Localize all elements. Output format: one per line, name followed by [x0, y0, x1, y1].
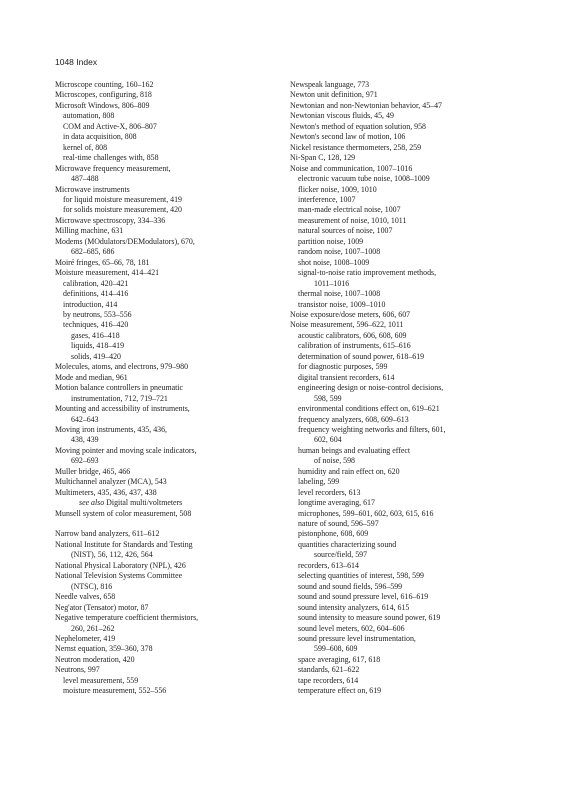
index-subentry: standards, 621–622	[298, 665, 360, 675]
cross-reference-text: Digital multi/voltmeters	[104, 498, 183, 508]
index-subentry: pistonphone, 608, 609	[298, 529, 369, 539]
index-subentry: 602, 604	[314, 435, 342, 445]
index-entry: Multichannel analyzer (MCA), 543	[55, 477, 167, 487]
index-entry: Negative temperature coefficient thermistors,	[55, 613, 199, 623]
index-subentry: 692–693	[71, 456, 99, 466]
index-subentry: calibration, 420–421	[63, 278, 129, 288]
index-subentry: sound and sound fields, 596–599	[298, 581, 403, 591]
index-subentry: frequency weighting networks and filters, 601,	[298, 424, 446, 434]
index-entry: Noise exposure/dose meters, 606, 607	[290, 309, 411, 319]
index-subentry: electronic vacuum tube noise, 1008–1009	[298, 174, 430, 184]
index-subentry: 598, 599	[314, 393, 342, 403]
page-header: 1048 Index	[55, 57, 98, 67]
index-entry: Nernst equation, 359–360, 378	[55, 644, 153, 654]
index-entry: Newton's method of equation solution, 958	[290, 121, 426, 131]
index-entry: Noise measurement, 596–622, 1011	[290, 320, 404, 330]
index-subentry: for diagnostic purposes, 599	[298, 362, 388, 372]
index-entry: Microwave frequency measurement,	[55, 163, 171, 173]
index-subentry: liquids, 418–419	[71, 341, 125, 351]
index-entry: Munsell system of color measurement, 508	[55, 508, 192, 518]
index-subentry: level recorders, 613	[298, 487, 361, 497]
index-subentry: kernel of, 808	[63, 142, 108, 152]
index-subentry: flicker noise, 1009, 1010	[298, 184, 377, 194]
index-column-left	[55, 80, 283, 697]
index-subentry: engineering design or noise-control decisions,	[298, 383, 444, 393]
index-subentry: of noise, 598	[314, 456, 355, 466]
index-subentry: digital transient recorders, 614	[298, 372, 395, 382]
index-subentry: 260, 261–262	[71, 623, 115, 633]
index-entry: Neutrons, 997	[55, 665, 100, 675]
index-subentry: COM and Active-X, 806–807	[63, 121, 157, 131]
index-subentry: man-made electrical noise, 1007	[298, 205, 401, 215]
index-entry: Moisture measurement, 414–421	[55, 268, 160, 278]
index-subentry: by neutrons, 553–556	[63, 309, 132, 319]
index-subentry: natural sources of noise, 1007	[298, 226, 393, 236]
index-subentry: (NTSC), 816	[71, 581, 113, 591]
index-entry: Motion balance controllers in pneumatic	[55, 383, 183, 393]
index-subentry: source/field, 597	[314, 550, 368, 560]
index-entry: National Television Systems Committee	[55, 571, 183, 581]
index-entry: Newspeak language, 773	[290, 80, 370, 89]
index-subentry: sound intensity to measure sound power, 619	[298, 613, 441, 623]
index-subentry: for solids moisture measurement, 420	[63, 205, 182, 215]
index-subentry: environmental conditions effect on, 619–621	[298, 404, 440, 414]
index-subentry: automation, 808	[63, 111, 115, 121]
index-entry: National Physical Laboratory (NPL), 426	[55, 560, 186, 570]
index-subentry: sound pressure level instrumentation,	[298, 634, 416, 644]
index-subentry: measurement of noise, 1010, 1011	[298, 215, 407, 225]
index-subentry: techniques, 416–420	[63, 320, 129, 330]
index-entry: Nickel resistance thermometers, 258, 259	[290, 142, 422, 152]
index-entry: National Institute for Standards and Testing	[55, 539, 193, 549]
index-subentry: level measurement, 559	[63, 675, 139, 685]
index-entry: Noise and communication, 1007–1016	[290, 163, 413, 173]
index-subentry: 438, 439	[71, 435, 99, 445]
index-entry: Neutron moderation, 420	[55, 654, 135, 664]
index-entry: Newtonian viscous fluids, 45, 49	[290, 111, 394, 121]
index-entry: Milling machine, 631	[55, 226, 124, 236]
index-subentry: temperature effect on, 619	[298, 686, 382, 696]
index-subentry: 599–608, 609	[314, 644, 358, 654]
index-subentry: introduction, 414	[63, 299, 118, 309]
index-entry: Muller bridge, 465, 466	[55, 466, 131, 476]
index-entry: Moving iron instruments, 435, 436,	[55, 424, 168, 434]
index-subentry: sound intensity analyzers, 614, 615	[298, 602, 410, 612]
index-entry: Nephelometer, 419	[55, 634, 116, 643]
index-entry: Multimeters, 435, 436, 437, 438	[55, 487, 157, 497]
index-subentry: acoustic calibrators, 606, 608, 609	[298, 330, 407, 340]
index-entry: Newtonian and non-Newtonian behavior, 45–47	[290, 100, 442, 110]
index-entry: Molecules, atoms, and electrons, 979–980	[55, 362, 189, 372]
index-subentry: (NIST), 56, 112, 426, 564	[71, 550, 153, 560]
index-subentry: interference, 1007	[298, 194, 356, 204]
index-subentry: thermal noise, 1007–1008	[298, 289, 381, 299]
index-subentry: nature of sound, 596–597	[298, 519, 379, 529]
index-entry: Microsoft Windows, 806–809	[55, 100, 150, 110]
index-subentry: solids, 419–420	[71, 351, 121, 361]
index-subentry: in data acquisition, 808	[63, 132, 137, 142]
index-subentry: recorders, 613–614	[298, 560, 359, 570]
index-entry: Ni-Span C, 128, 129	[290, 153, 356, 163]
index-subentry: longtime averaging, 617	[298, 498, 375, 508]
index-entry: Microscopes, configuring, 818	[55, 90, 152, 100]
index-subentry: definitions, 414–416	[63, 289, 129, 299]
index-entry: Microscope counting, 160–162	[55, 80, 154, 89]
index-entry: Moiré fringes, 65–66, 78, 181	[55, 257, 150, 267]
index-subentry: calibration of instruments, 615–616	[298, 341, 411, 351]
index-subentry: quantities characterizing sound	[298, 539, 397, 549]
index-subentry: signal-to-noise ratio improvement methods,	[298, 268, 437, 278]
index-column-right	[290, 80, 522, 697]
section-gap	[55, 519, 283, 529]
index-subentry: partition noise, 1009	[298, 236, 364, 246]
index-entry: Microwave instruments	[55, 184, 130, 194]
index-subentry: transistor noise, 1009–1010	[298, 299, 386, 309]
index-entry: Neg'ator (Tensator) motor, 87	[55, 602, 149, 612]
index-subentry: determination of sound power, 618–619	[298, 351, 425, 361]
index-subentry: human beings and evaluating effect	[298, 445, 411, 455]
index-subentry	[55, 498, 283, 508]
index-subentry: moisture measurement, 552–556	[63, 686, 167, 696]
index-subentry: labeling, 599	[298, 477, 340, 487]
see-also-label: see also	[79, 498, 105, 508]
index-subentry: space averaging, 617, 618	[298, 654, 381, 664]
index-subentry: sound level meters, 602, 604–606	[298, 623, 405, 633]
index-subentry: for liquid moisture measurement, 419	[63, 194, 182, 204]
index-entry: Narrow band analyzers, 611–612	[55, 529, 160, 539]
index-subentry: shot noise, 1008–1009	[298, 257, 370, 267]
index-entry: Newton unit definition, 971	[290, 90, 378, 100]
index-subentry: selecting quantities of interest, 598, 599	[298, 571, 425, 581]
index-entry: Needle valves, 658	[55, 592, 116, 602]
index-entry: Mounting and accessibility of instruments,	[55, 404, 190, 414]
index-subentry: 682–685, 686	[71, 247, 115, 257]
index-subentry: 487–488	[71, 174, 99, 184]
index-subentry: tape recorders, 614	[298, 675, 359, 685]
index-entry: Modems (MOdulators/DEModulators), 670,	[55, 236, 195, 246]
index-subentry: gases, 416–418	[71, 330, 120, 340]
index-entry: Newton's second law of motion, 106	[290, 132, 406, 142]
index-subentry: 642–643	[71, 414, 99, 424]
index-entry: Moving pointer and moving scale indicators,	[55, 445, 197, 455]
index-subentry: microphones, 599–601, 602, 603, 615, 616	[298, 508, 434, 518]
index-subentry: instrumentation, 712, 719–721	[71, 393, 168, 403]
index-subentry: real-time challenges with, 858	[63, 153, 159, 163]
index-subentry: sound and sound pressure level, 616–619	[298, 592, 429, 602]
index-subentry: random noise, 1007–1008	[298, 247, 381, 257]
index-subentry: humidity and rain effect on, 620	[298, 466, 400, 476]
index-entry: Mode and median, 961	[55, 372, 128, 382]
index-entry: Microwave spectroscopy, 334–336	[55, 215, 166, 225]
index-subentry: 1011–1016	[314, 278, 350, 288]
index-subentry: frequency analyzers, 608, 609–613	[298, 414, 409, 424]
